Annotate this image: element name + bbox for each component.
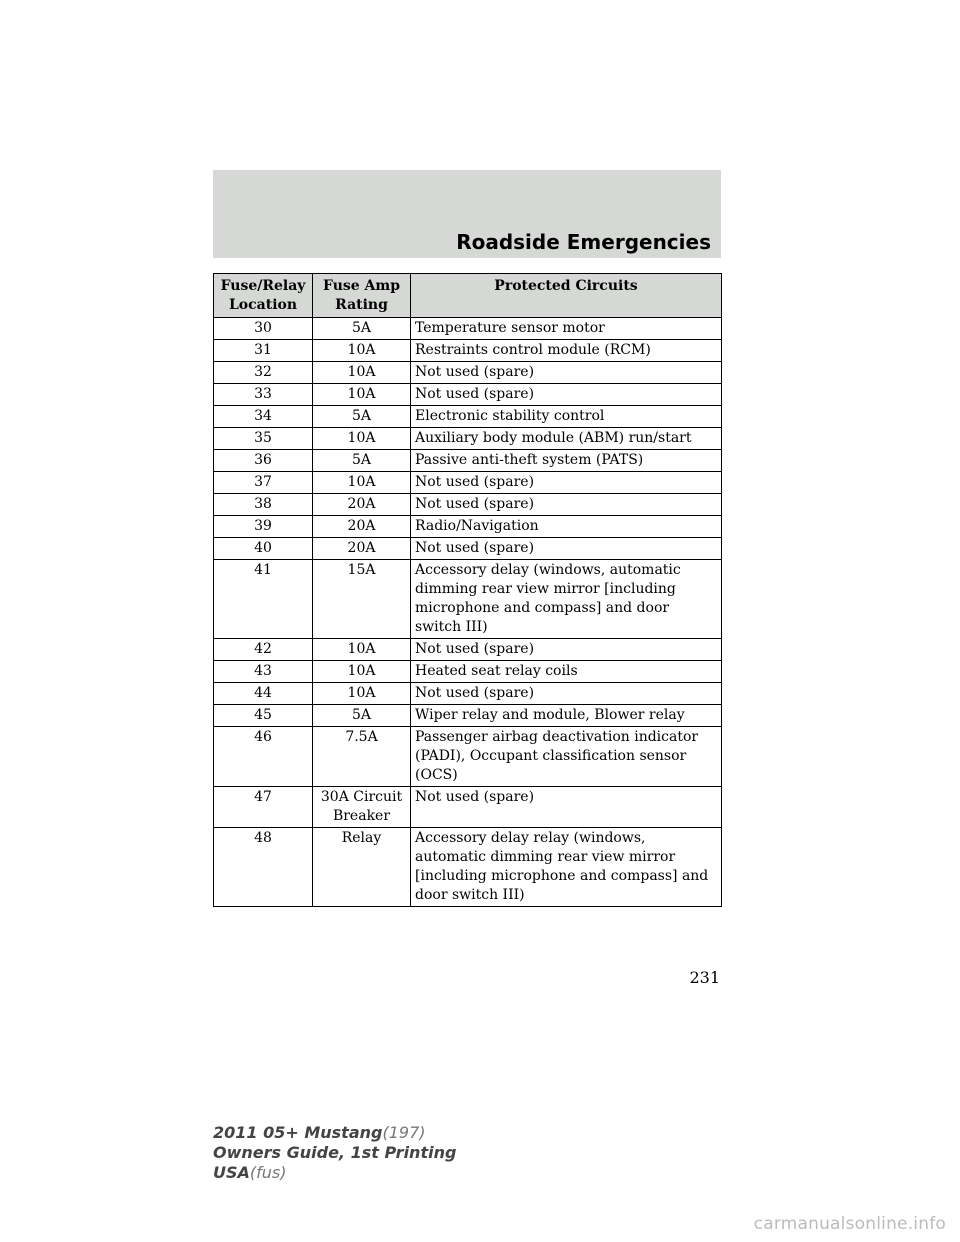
cell-amp-rating: 10A	[313, 661, 411, 683]
cell-location: 32	[214, 362, 313, 384]
table-row	[214, 472, 722, 494]
table-row	[214, 683, 722, 705]
section-title: Roadside Emergencies	[456, 230, 711, 254]
cell-protected-circuit: Not used (spare)	[411, 362, 722, 384]
cell-protected-circuit: Electronic stability control	[411, 406, 722, 428]
cell-protected-circuit: Heated seat relay coils	[411, 661, 722, 683]
cell-location: 35	[214, 428, 313, 450]
footer-model-code: (197)	[382, 1123, 426, 1142]
cell-amp-rating: 20A	[313, 494, 411, 516]
table-row	[214, 340, 722, 362]
cell-amp-rating: 10A	[313, 683, 411, 705]
table-row	[214, 428, 722, 450]
table-row	[214, 362, 722, 384]
cell-protected-circuit: Restraints control module (RCM)	[411, 340, 722, 362]
cell-amp-rating: Relay	[313, 828, 411, 907]
table-row	[214, 639, 722, 661]
table-row	[214, 538, 722, 560]
cell-location: 39	[214, 516, 313, 538]
cell-protected-circuit: Not used (spare)	[411, 683, 722, 705]
cell-protected-circuit: Accessory delay (windows, automatic dimming rear view mirror [including microphone and compass] and door switch III)	[411, 560, 722, 639]
cell-location: 42	[214, 639, 313, 661]
cell-protected-circuit: Temperature sensor motor	[411, 318, 722, 340]
cell-location: 44	[214, 683, 313, 705]
cell-amp-rating: 10A	[313, 472, 411, 494]
cell-amp-rating: 10A	[313, 340, 411, 362]
footer-model: 2011 05+ Mustang	[213, 1123, 383, 1142]
cell-amp-rating: 10A	[313, 362, 411, 384]
cell-protected-circuit: Not used (spare)	[411, 472, 722, 494]
print-footer	[213, 1123, 456, 1183]
cell-amp-rating: 30A Circuit Breaker	[313, 787, 411, 828]
cell-amp-rating: 15A	[313, 560, 411, 639]
cell-amp-rating: 5A	[313, 318, 411, 340]
table-row	[214, 318, 722, 340]
table-row	[214, 494, 722, 516]
table-row	[214, 828, 722, 907]
cell-amp-rating: 10A	[313, 639, 411, 661]
cell-protected-circuit: Not used (spare)	[411, 384, 722, 406]
cell-location: 36	[214, 450, 313, 472]
cell-location: 48	[214, 828, 313, 907]
column-header-location	[214, 274, 313, 318]
cell-protected-circuit: Radio/Navigation	[411, 516, 722, 538]
cell-location: 46	[214, 727, 313, 787]
cell-protected-circuit: Passenger airbag deactivation indicator (PADI), Occupant classification sensor (OCS)	[411, 727, 722, 787]
cell-location: 41	[214, 560, 313, 639]
cell-amp-rating: 10A	[313, 384, 411, 406]
table-row	[214, 727, 722, 787]
cell-amp-rating: 7.5A	[313, 727, 411, 787]
cell-protected-circuit: Passive anti-theft system (PATS)	[411, 450, 722, 472]
table-row	[214, 661, 722, 683]
table-row	[214, 450, 722, 472]
cell-location: 38	[214, 494, 313, 516]
table-row	[214, 384, 722, 406]
section-header-band	[213, 170, 721, 258]
cell-amp-rating: 20A	[313, 516, 411, 538]
table-row	[214, 516, 722, 538]
page-number: 231	[689, 968, 720, 987]
footer-market: USA	[213, 1163, 250, 1182]
cell-protected-circuit: Not used (spare)	[411, 538, 722, 560]
cell-location: 30	[214, 318, 313, 340]
watermark: carmanualsonline.info	[753, 1214, 946, 1234]
cell-amp-rating: 5A	[313, 705, 411, 727]
cell-amp-rating: 10A	[313, 428, 411, 450]
cell-location: 34	[214, 406, 313, 428]
cell-amp-rating: 5A	[313, 450, 411, 472]
table-row	[214, 705, 722, 727]
column-header-text: Fuse Amp Rating	[323, 278, 400, 313]
cell-location: 43	[214, 661, 313, 683]
column-header-text: Protected Circuits	[494, 278, 638, 294]
cell-protected-circuit: Not used (spare)	[411, 787, 722, 828]
fuse-table	[213, 273, 722, 907]
cell-location: 31	[214, 340, 313, 362]
table-row	[214, 560, 722, 639]
table-body	[214, 318, 722, 907]
cell-protected-circuit: Wiper relay and module, Blower relay	[411, 705, 722, 727]
column-header-circuits	[411, 274, 722, 318]
table-row	[214, 406, 722, 428]
cell-protected-circuit: Auxiliary body module (ABM) run/start	[411, 428, 722, 450]
table-row	[214, 787, 722, 828]
table-header-row	[214, 274, 722, 318]
footer-market-code: (fus)	[249, 1163, 287, 1182]
cell-amp-rating: 20A	[313, 538, 411, 560]
cell-protected-circuit: Not used (spare)	[411, 639, 722, 661]
cell-location: 47	[214, 787, 313, 828]
cell-protected-circuit: Accessory delay relay (windows, automatic dimming rear view mirror [including microphone and compass] and door switch III)	[411, 828, 722, 907]
footer-edition: Owners Guide, 1st Printing	[213, 1143, 457, 1162]
cell-location: 37	[214, 472, 313, 494]
cell-location: 40	[214, 538, 313, 560]
cell-location: 33	[214, 384, 313, 406]
cell-amp-rating: 5A	[313, 406, 411, 428]
column-header-rating	[313, 274, 411, 318]
column-header-text: Fuse/Relay Location	[220, 278, 306, 313]
cell-location: 45	[214, 705, 313, 727]
cell-protected-circuit: Not used (spare)	[411, 494, 722, 516]
